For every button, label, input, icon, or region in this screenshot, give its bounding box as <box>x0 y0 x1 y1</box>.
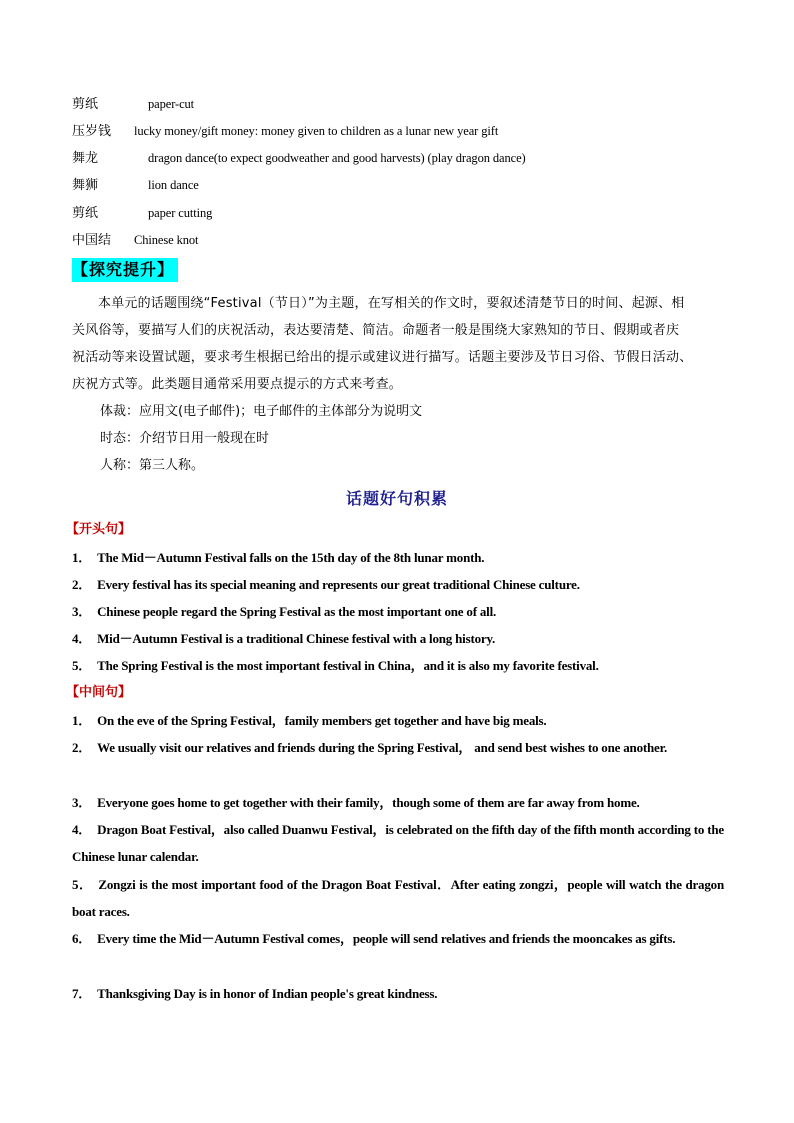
sentence-text: Thanksgiving Day is in honor of Indian people's great kindness. <box>97 986 438 1001</box>
sentence-text: On the eve of the Spring Festival，family members get together and have big meals. <box>97 713 547 728</box>
middle-sentence <box>72 734 724 761</box>
vocab-english: paper cutting <box>148 206 213 220</box>
opening-tag: 【开头句】 <box>66 522 132 537</box>
vocab-chinese: 舞狮 <box>72 178 99 193</box>
vocab-row <box>72 148 526 168</box>
sentence-number: 4． <box>72 822 92 837</box>
sentence-number: 3． <box>72 604 92 619</box>
vocab-chinese: 中国结 <box>72 233 112 248</box>
vocab-english: dragon dance(to expect goodweather and good harvests) (play dragon dance) <box>148 151 526 165</box>
intro-paragraph <box>72 290 732 398</box>
sentence-number: 1． <box>72 550 92 565</box>
vocab-english: paper-cut <box>148 97 195 111</box>
vocab-row <box>72 94 194 114</box>
sentence-number: 3． <box>72 795 92 810</box>
sentence-text: Dragon Boat Festival，also called Duanwu Festival，is celebrated on the fifth day of the fifth month according to the Chinese lunar calendar. <box>72 822 724 864</box>
sentence-number: 5． <box>72 877 93 892</box>
middle-sentence <box>72 789 724 816</box>
intro-line: 关风俗等，要描写人们的庆祝活动，表达要清楚、简洁。命题者一般是围绕大家熟知的节日、假期或者庆 <box>72 323 680 338</box>
sentence-text: The Spring Festival is the most important festival in China，and it is also my favorite festival. <box>97 658 599 673</box>
sentence-number: 5． <box>72 658 92 673</box>
vocab-english: lion dance <box>148 178 199 192</box>
middle-tag: 【中间句】 <box>66 685 132 700</box>
sentence-number: 2． <box>72 740 92 755</box>
opening-sentence <box>72 571 724 598</box>
sentence-number: 1． <box>72 713 92 728</box>
sentence-text: Chinese people regard the Spring Festival as the most important one of all. <box>97 604 497 619</box>
section-banner: 【探究提升】 <box>72 258 178 282</box>
opening-sentence <box>72 598 724 625</box>
vocab-row <box>72 175 199 195</box>
vocab-row <box>72 203 212 223</box>
sentence-text: Every festival has its special meaning and represents our great traditional Chinese culture. <box>97 577 580 592</box>
vocab-row <box>72 121 498 141</box>
middle-sentence <box>72 816 724 870</box>
genre-line: 体裁：应用文(电子邮件)；电子邮件的主体部分为说明文 <box>100 404 423 419</box>
vocab-chinese: 舞龙 <box>72 151 99 166</box>
middle-sentence <box>72 925 724 952</box>
middle-sentence <box>72 871 724 925</box>
vocab-english: Chinese knot <box>134 233 199 247</box>
sentence-number: 6． <box>72 931 92 946</box>
vocab-english: lucky money/gift money: money given to children as a lunar new year gift <box>134 124 499 138</box>
vocab-chinese: 剪纸 <box>72 206 99 221</box>
opening-sentence <box>72 544 724 571</box>
sentence-number: 2． <box>72 577 92 592</box>
sentence-text: The Mid－Autumn Festival falls on the 15th day of the 8th lunar month. <box>97 550 485 565</box>
intro-line: 庆祝方式等。此类题目通常采用要点提示的方式来考查。 <box>72 377 403 392</box>
intro-line: 本单元的话题围绕“Festival（节日）”为主题，在写相关的作文时，要叙述清楚节日的时间、起源、相 <box>98 296 685 311</box>
sentence-text: Every time the Mid－Autumn Festival comes，people will send relatives and friends the mooncakes as gifts. <box>97 931 676 946</box>
person-line: 人称：第三人称。 <box>100 458 205 473</box>
opening-sentence <box>72 652 724 679</box>
middle-sentence <box>72 707 724 734</box>
section-title: 话题好句积累 <box>345 489 448 508</box>
sentence-text: Everyone goes home to get together with their family，though some of them are far away from home. <box>97 795 640 810</box>
tense-line: 时态：介绍节日用一般现在时 <box>100 431 270 446</box>
vocab-row <box>72 230 198 250</box>
middle-sentence <box>72 980 724 1007</box>
sentence-text: Mid－Autumn Festival is a traditional Chinese festival with a long history. <box>97 631 496 646</box>
vocab-chinese: 压岁钱 <box>72 124 112 139</box>
vocab-chinese: 剪纸 <box>72 97 99 112</box>
sentence-text: We usually visit our relatives and friends during the Spring Festival， and send best wishes to one another. <box>97 740 668 755</box>
sentence-text: Zongzi is the most important food of the Dragon Boat Festival．After eating zongzi，people will watch the dragon boat races. <box>72 877 724 919</box>
sentence-number: 7． <box>72 986 92 1001</box>
opening-sentence <box>72 625 724 652</box>
sentence-number: 4． <box>72 631 92 646</box>
intro-line: 祝活动等来设置试题，要求考生根据已给出的提示或建议进行描写。话题主要涉及节日习俗、节假日活动、 <box>72 350 693 365</box>
